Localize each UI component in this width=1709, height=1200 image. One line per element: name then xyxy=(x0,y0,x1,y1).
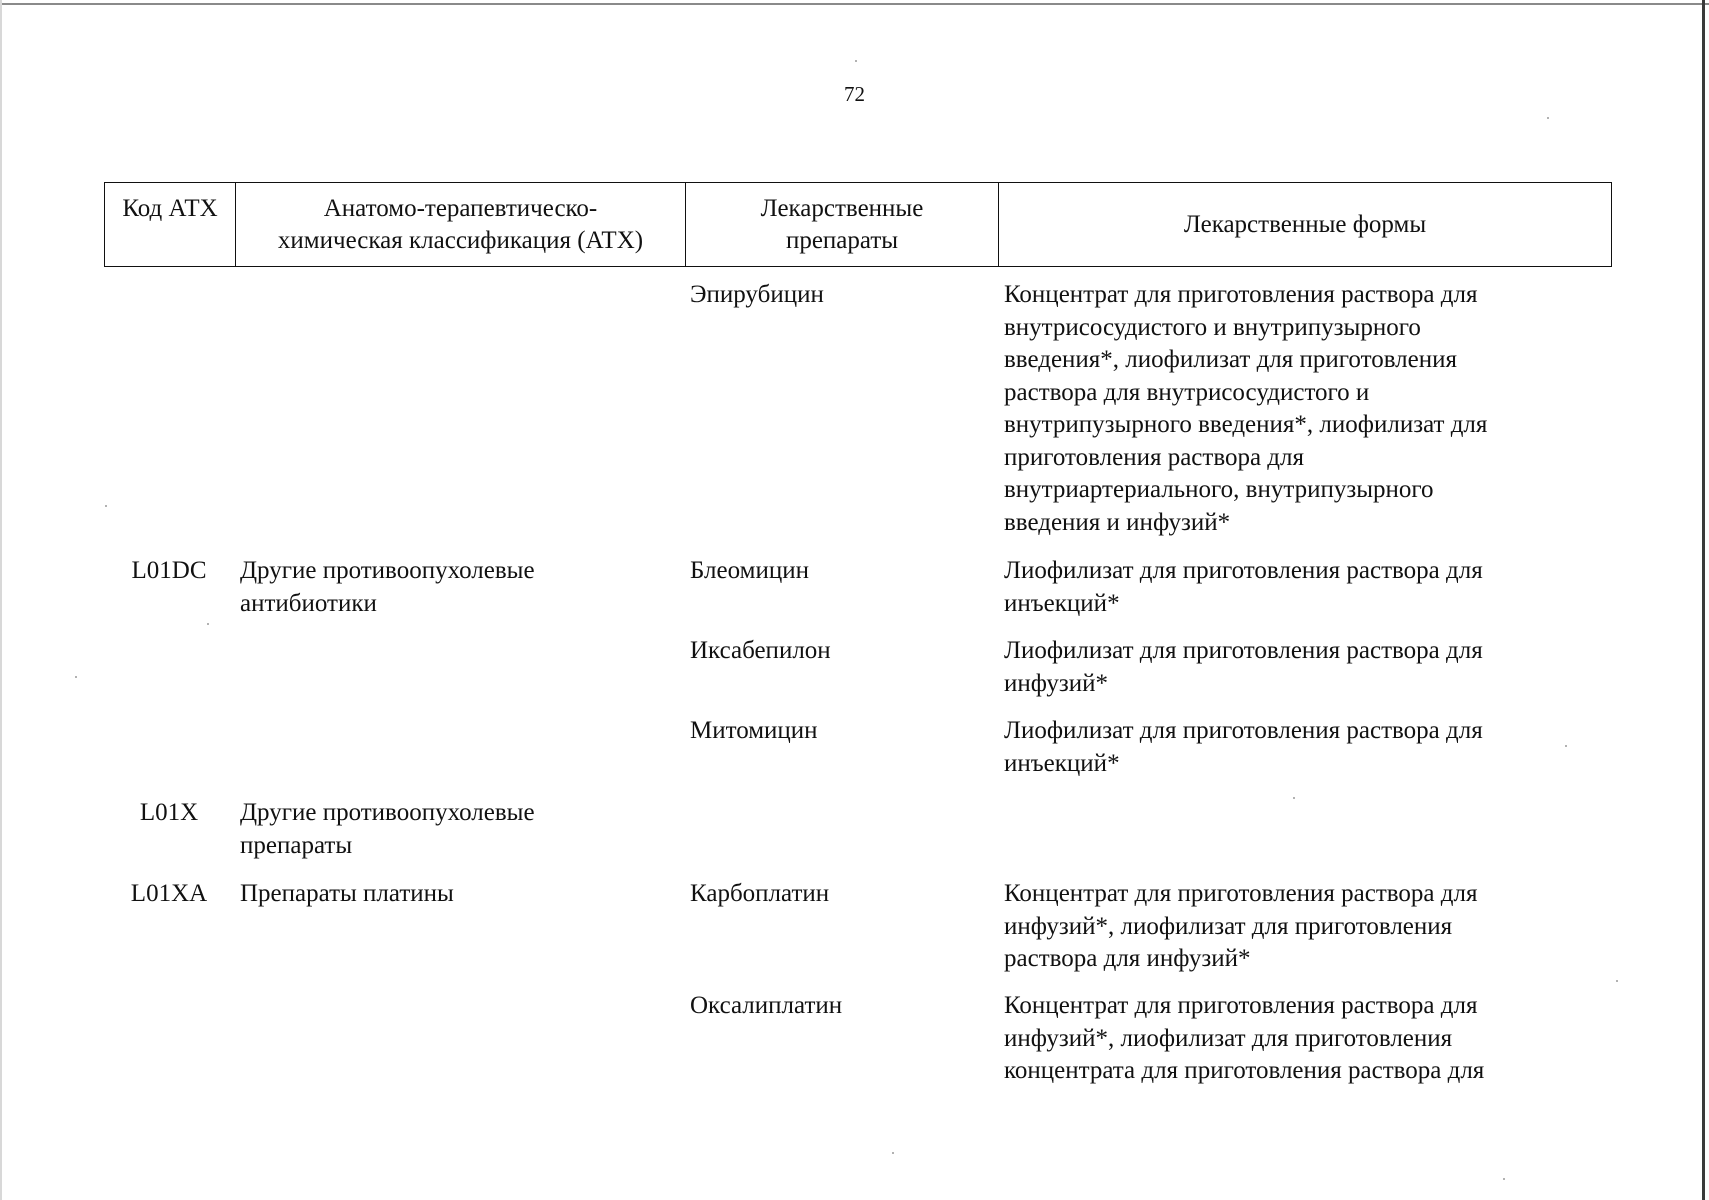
form-line: инфузий*, лиофилизат для приготовления xyxy=(1004,1024,1453,1052)
classification-line: Другие противоопухолевые xyxy=(240,557,535,584)
row-code: L01XA xyxy=(130,880,208,907)
form-line: внутрисосудистого и внутрипузырного xyxy=(1004,313,1421,341)
row-forms xyxy=(1004,715,1483,780)
form-line: Концентрат для приготовления раствора для xyxy=(1004,281,1478,308)
header-classification-line: Анатомо-терапевтическо- xyxy=(323,194,598,222)
classification-line: Другие противоопухолевые xyxy=(240,799,535,826)
row-forms xyxy=(1004,878,1477,976)
scan-speck xyxy=(1503,1178,1505,1180)
header-classification xyxy=(236,183,686,267)
row-forms xyxy=(1004,555,1483,620)
row-classification xyxy=(240,555,535,620)
row-forms xyxy=(1004,279,1487,539)
scan-speck xyxy=(105,505,107,507)
row-code: L01X xyxy=(139,799,199,826)
scan-edge-top xyxy=(0,3,1709,5)
page-number: 72 xyxy=(844,82,865,106)
header-forms: Лекарственные формы xyxy=(999,183,1612,267)
row-forms xyxy=(1004,990,1484,1088)
scan-speck xyxy=(207,623,209,625)
header-drugs-line: Лекарственные xyxy=(760,194,924,222)
row-drug: Оксалиплатин xyxy=(690,992,843,1019)
form-line: введения*, лиофилизат для приготовления xyxy=(1004,346,1457,373)
form-line: внутрипузырного введения*, лиофилизат для xyxy=(1004,411,1488,438)
form-line: инъекций* xyxy=(1004,589,1120,617)
row-classification xyxy=(240,797,535,862)
row-drug: Блеомицин xyxy=(690,557,809,584)
row-drug: Эпирубицин xyxy=(690,281,824,308)
header-drugs-line: препараты xyxy=(785,226,899,254)
row-forms xyxy=(1004,635,1483,700)
header-drugs xyxy=(686,183,999,267)
scan-speck xyxy=(855,60,857,62)
classification-line: Препараты платины xyxy=(240,880,454,907)
form-line: Концентрат для приготовления раствора для xyxy=(1004,992,1478,1019)
row-drug: Карбоплатин xyxy=(690,880,830,907)
form-line: Лиофилизат для приготовления раствора для xyxy=(1004,717,1483,744)
row-classification xyxy=(240,878,454,911)
scan-speck xyxy=(1616,980,1618,982)
form-line: инфузий*, лиофилизат для приготовления xyxy=(1004,912,1453,940)
scan-speck xyxy=(1565,745,1567,747)
form-line: Концентрат для приготовления раствора для xyxy=(1004,880,1478,907)
scan-speck xyxy=(75,676,77,678)
classification-line: антибиотики xyxy=(240,589,377,617)
form-line: раствора для инфузий* xyxy=(1004,945,1251,972)
form-line: инфузий* xyxy=(1004,669,1108,697)
scan-edge-left xyxy=(0,0,2,1200)
scan-speck xyxy=(1547,117,1549,119)
scan-speck xyxy=(1293,797,1295,799)
scan-edge-right xyxy=(1702,0,1705,1200)
form-line: инъекций* xyxy=(1004,749,1120,777)
row-code: L01DC xyxy=(131,557,207,584)
form-line: концентрата для приготовления раствора для xyxy=(1004,1057,1485,1084)
header-classification-line: химическая классификация (АТХ) xyxy=(277,226,644,254)
scan-speck xyxy=(892,1152,894,1154)
form-line: раствора для внутрисосудистого и xyxy=(1004,378,1370,406)
classification-line: препараты xyxy=(240,831,353,859)
row-drug: Иксабепилон xyxy=(690,637,831,664)
row-drug: Митомицин xyxy=(690,717,818,744)
table-header xyxy=(104,182,1612,267)
form-line: введения и инфузий* xyxy=(1004,508,1231,536)
form-line: приготовления раствора для xyxy=(1004,443,1304,471)
form-line: Лиофилизат для приготовления раствора для xyxy=(1004,637,1483,664)
form-line: Лиофилизат для приготовления раствора для xyxy=(1004,557,1483,584)
form-line: внутриартериального, внутрипузырного xyxy=(1004,476,1434,503)
header-code: Код АТХ xyxy=(105,183,236,267)
